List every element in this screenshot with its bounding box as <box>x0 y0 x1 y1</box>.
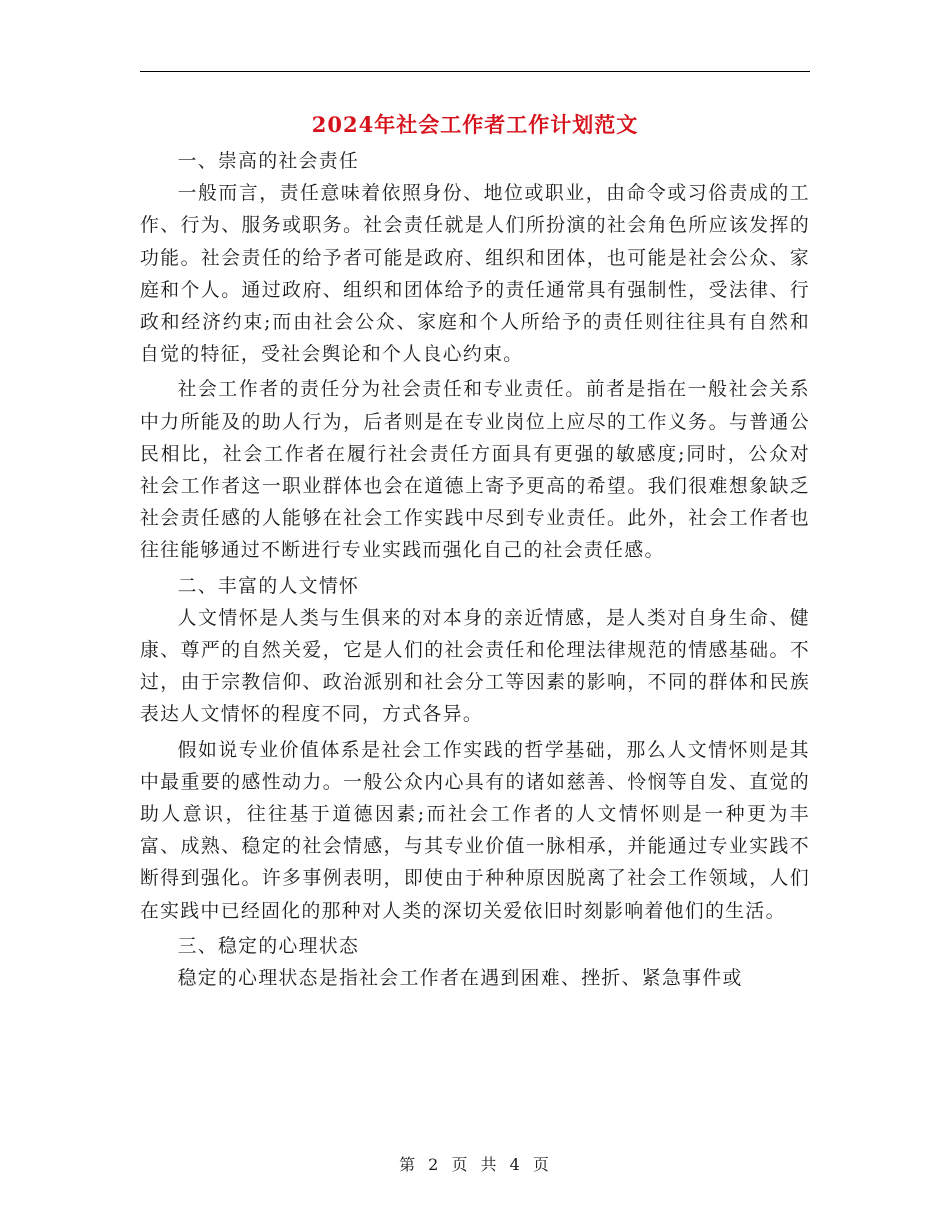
page-number-footer: 第 2 页 共 4 页 <box>399 1155 551 1174</box>
section-heading-2: 二、丰富的人文情怀 <box>177 575 360 597</box>
document-body <box>140 108 810 998</box>
section-heading-1: 一、崇高的社会责任 <box>177 151 360 172</box>
paragraph-4: 假如说专业价值体系是社会工作实践的哲学基础，那么人文情怀则是其中最重要的感性动力。一般公众内心具有的诸如慈善、怜悯等自发、直觉的助人意识，往往基于道德因素;而社会工作者的人文情怀则是一种更为丰富、成熟、稳定的社会情感，与其专业价值一脉相承，并能通过专业实践不断得到强化。许多事例表明，即使由于种种原因脱离了社会工作领域，人们在实践中已经固化的那种对人类的深切关爱依旧时刻影响着他们的生活。 <box>140 739 810 922</box>
paragraph-2: 社会工作者的责任分为社会责任和专业责任。前者是指在一般社会关系中力所能及的助人行为，后者则是在专业岗位上应尽的工作义务。与普通公民相比，社会工作者在履行社会责任方面具有更强的敏感度;同时，公众对社会工作者这一职业群体也会在道德上寄予更高的希望。我们很难想象缺乏社会责任感的人能够在社会工作实践中尽到专业责任。此外，社会工作者也往往能够通过不断进行专业实践而强化自己的社会责任感。 <box>140 379 810 562</box>
header-rule <box>140 71 810 72</box>
document-title: 2024年社会工作者工作计划范文 <box>311 112 639 137</box>
paragraph-1: 一般而言，责任意味着依照身份、地位或职业，由命令或习俗责成的工作、行为、服务或职务。社会责任就是人们所扮演的社会角色所应该发挥的功能。社会责任的给予者可能是政府、组织和团体，也可能是社会公众、家庭和个人。通过政府、组织和团体给予的责任通常具有强制性，受法律、行政和经济约束;而由社会公众、家庭和个人所给予的责任则往往具有自然和自觉的特征，受社会舆论和个人良心约束。 <box>140 183 810 366</box>
section-heading-3: 三、稳定的心理状态 <box>177 935 360 957</box>
paragraph-5: 稳定的心理状态是指社会工作者在遇到困难、挫折、紧急事件或 <box>177 968 743 990</box>
paragraph-3: 人文情怀是人类与生俱来的对本身的亲近情感，是人类对自身生命、健康、尊严的自然关爱，它是人们的社会责任和伦理法律规范的情感基础。不过，由于宗教信仰、政治派别和社会分工等因素的影响，不同的群体和民族表达人文情怀的程度不同，方式各异。 <box>140 607 810 726</box>
